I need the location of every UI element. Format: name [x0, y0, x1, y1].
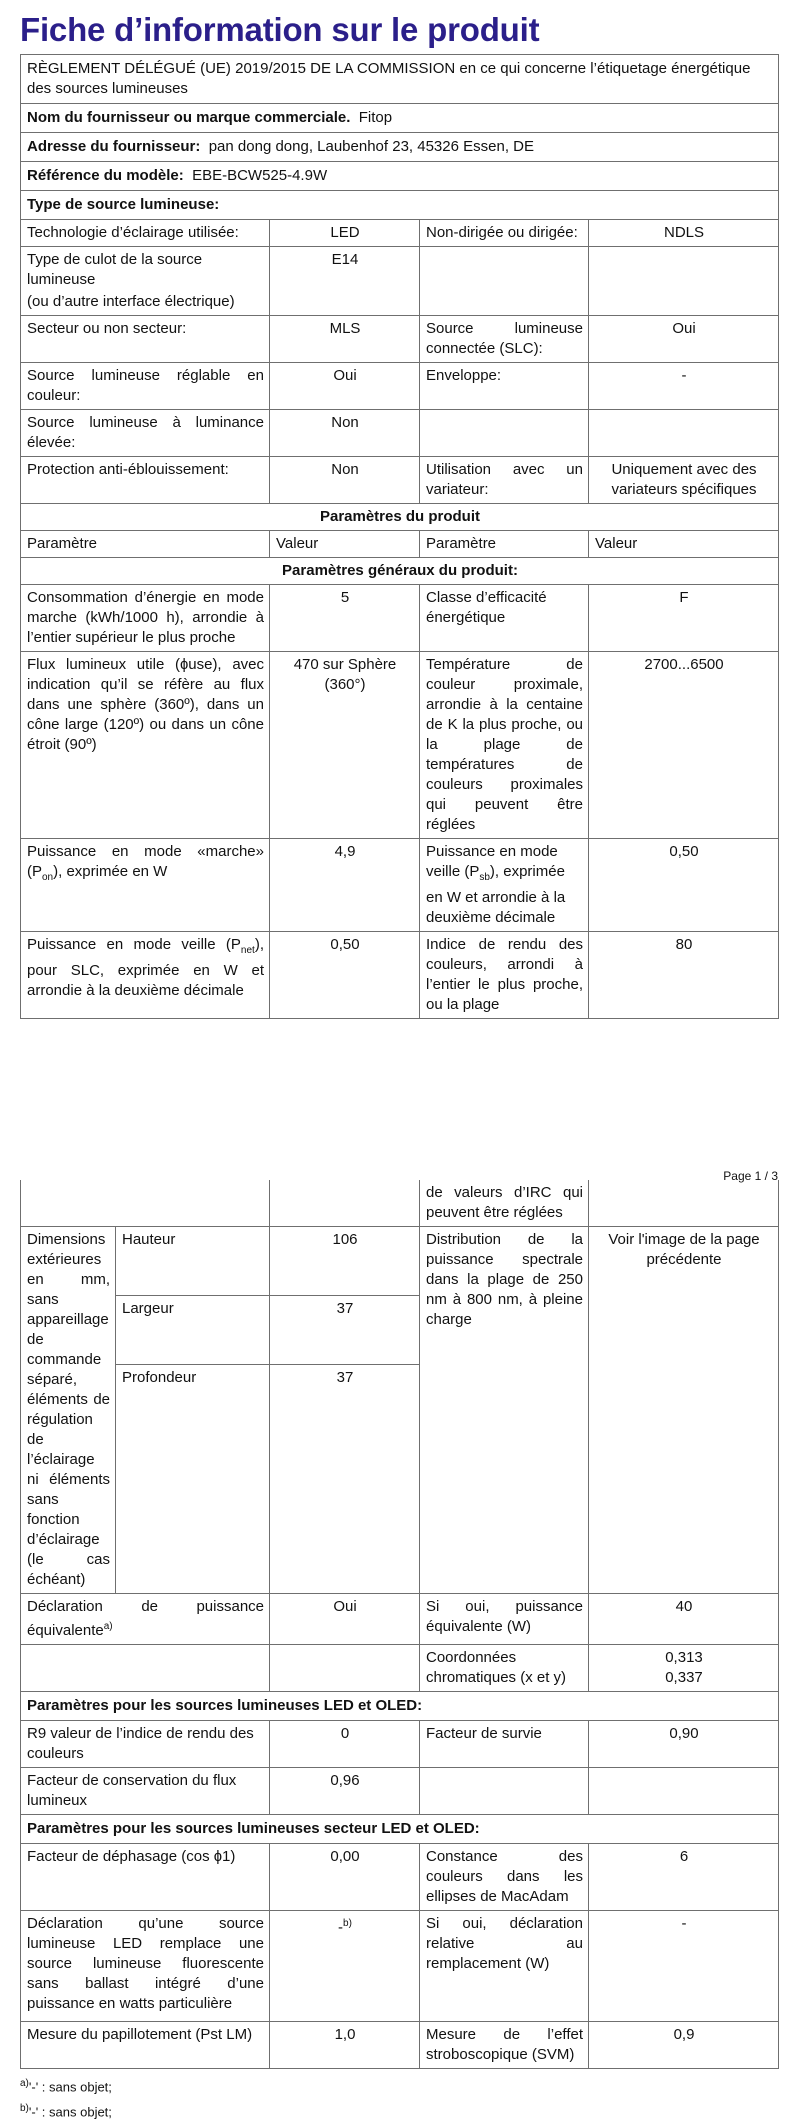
info-table-page2 [20, 1180, 779, 2069]
model-row [21, 162, 779, 191]
psb-label: Puissance en mode veille $(P_{sb})$, exprimée en W et arrondie à la deuxième décimale [420, 839, 589, 932]
empty-cell [589, 1180, 779, 1227]
luminance-value: Non [270, 410, 420, 457]
replace-power-label: Si oui, déclaration relative au remplacement (W) [420, 1911, 589, 2022]
equivalent-power-value: 40 [589, 1594, 779, 1645]
col-header-param: Paramètre [420, 531, 589, 558]
phase-label: Facteur de déphasage (cos ɸ1) [21, 1844, 270, 1911]
supplier-value: Fitop [358, 109, 393, 126]
empty-cell [21, 1180, 270, 1227]
slc-label: Source lumineuse connectée (SLC): [420, 316, 589, 363]
equivalent-decl-label: Déclaration de puissance équivalente$^{a)}$ [21, 1594, 270, 1645]
r9-value: 0 [270, 1721, 420, 1768]
chroma-x: 0,313 [665, 1649, 703, 1666]
model-value: EBE-BCW525-4.9W [192, 167, 328, 184]
macadam-label: Constance des couleurs dans les ellipses de MacAdam [420, 1844, 589, 1911]
dimmer-value: Uniquement avec des variateurs spécifiques [589, 457, 779, 504]
directional-label: Non-dirigée ou dirigée: [420, 220, 589, 247]
glare-value: Non [270, 457, 420, 504]
macadam-value: 6 [589, 1844, 779, 1911]
empty-cell [21, 1645, 270, 1692]
mains-label: Secteur ou non secteur: [21, 316, 270, 363]
cri-value: 80 [589, 932, 779, 1019]
empty-cell [420, 410, 589, 457]
class-label: Classe d’efficacité énergétique [420, 585, 589, 652]
consumption-label: Consommation d’énergie en mode marche (kWh/1000 h), arrondie à l’entier supérieur le plus proche [21, 585, 270, 652]
footnotes [20, 2073, 778, 2124]
cri-label: Indice de rendu des couleurs, arrondi à l’entier le plus proche, ou la plage [420, 932, 589, 1019]
col-header-param: Paramètre [21, 531, 270, 558]
spd-label: Distribution de la puissance spectrale dans la plage de 250 nm à 800 nm, à pleine charge [420, 1227, 589, 1594]
consumption-value: 5 [270, 585, 420, 652]
pon-value: 4,9 [270, 839, 420, 932]
directional-value: NDLS [589, 220, 779, 247]
replace-value: -$^{b)}$ [270, 1911, 420, 2022]
phase-value: 0,00 [270, 1844, 420, 1911]
address-value: pan dong dong, Laubenhof 23, 45326 Essen, DE [208, 138, 534, 155]
svm-value: 0,9 [589, 2022, 779, 2069]
supplier-row [21, 104, 779, 133]
cap-label-line2: (ou d’autre interface électrique) [27, 293, 235, 310]
colour-label: Source lumineuse réglable en couleur: [21, 363, 270, 410]
height-label: Hauteur [116, 1227, 270, 1296]
depth-label: Profondeur [116, 1365, 270, 1594]
maintenance-value: 0,96 [270, 1768, 420, 1815]
envelope-label: Enveloppe: [420, 363, 589, 410]
svm-label: Mesure de l’effet stroboscopique (SVM) [420, 2022, 589, 2069]
cap-label [21, 247, 270, 316]
empty-cell [589, 1768, 779, 1815]
chroma-y: 0,337 [665, 1669, 703, 1686]
chroma-label: Coordonnées chromatiques (x et y) [420, 1645, 589, 1692]
spd-value: Voir l'image de la page précédente [589, 1227, 779, 1594]
flux-label: Flux lumineux utile (ɸuse), avec indication qu’il se réfère au flux dans une sphère (360º), dans un cône large (120º) ou dans un cône étroit (90º) [21, 652, 270, 839]
mains-value: MLS [270, 316, 420, 363]
flicker-value: 1,0 [270, 2022, 420, 2069]
survival-label: Facteur de survie [420, 1721, 589, 1768]
luminance-label: Source lumineuse à luminance élevée: [21, 410, 270, 457]
cct-label: Température de couleur proximale, arrondie à la centaine de K la plus proche, ou la plage de températures de couleurs proximales qui peuvent être réglées [420, 652, 589, 839]
col-header-value: Valeur [270, 531, 420, 558]
led-header: Paramètres pour les sources lumineuses LED et OLED: [21, 1692, 779, 1721]
replace-power-value: - [589, 1911, 779, 2022]
cct-value: 2700...6500 [589, 652, 779, 839]
flicker-label: Mesure du papillotement (Pst LM) [21, 2022, 270, 2069]
tech-value: LED [270, 220, 420, 247]
glare-label: Protection anti-éblouissement: [21, 457, 270, 504]
mains-led-header: Paramètres pour les sources lumineuses secteur LED et OLED: [21, 1815, 779, 1844]
width-label: Largeur [116, 1296, 270, 1365]
model-label: Référence du modèle: [27, 167, 184, 184]
empty-cell [420, 247, 589, 316]
supplier-label: Nom du fournisseur ou marque commerciale. [27, 109, 351, 126]
cri-label-cont: de valeurs d’IRC qui peuvent être réglées [420, 1180, 589, 1227]
tech-label: Technologie d’éclairage utilisée: [21, 220, 270, 247]
empty-cell [270, 1645, 420, 1692]
r9-label: R9 valeur de l’indice de rendu des couleurs [21, 1721, 270, 1768]
regulation-text: RÈGLEMENT DÉLÉGUÉ (UE) 2019/2015 DE LA COMMISSION en ce qui concerne l’étiquetage énergétique des sources lumineuses [21, 55, 779, 104]
dimmer-label: Utilisation avec un variateur: [420, 457, 589, 504]
page-title: Fiche d’information sur le produit [20, 11, 540, 48]
replace-label: Déclaration qu’une source lumineuse LED remplace une source lumineuse fluorescente sans ballast intégré d’une puissance en watts particulière [21, 1911, 270, 2022]
equivalent-decl-value: Oui [270, 1594, 420, 1645]
height-value: 106 [270, 1227, 420, 1296]
info-table-page1 [20, 54, 779, 1019]
survival-value: 0,90 [589, 1721, 779, 1768]
flux-value: 470 sur Sphère (360°) [270, 652, 420, 839]
empty-cell [270, 1180, 420, 1227]
footnote-b: $^{b)}$'-' : sans objet; [20, 2103, 112, 2120]
psb-value: 0,50 [589, 839, 779, 932]
maintenance-label: Facteur de conservation du flux lumineux [21, 1768, 270, 1815]
product-sheet [20, 10, 778, 1019]
empty-cell [589, 410, 779, 457]
col-header-value: Valeur [589, 531, 779, 558]
address-label: Adresse du fournisseur: [27, 138, 201, 155]
pnet-label: Puissance en mode veille $(P_{net})$, pour SLC, exprimée en W et arrondie à la deuxième décimale [21, 932, 270, 1019]
empty-cell [420, 1768, 589, 1815]
envelope-value: - [589, 363, 779, 410]
depth-value: 37 [270, 1365, 420, 1594]
cap-value: E14 [270, 247, 420, 316]
footnote-a: $^{a)}$'-' : sans objet; [20, 2078, 112, 2095]
slc-value: Oui [589, 316, 779, 363]
pon-label: Puissance en mode «marche» $(P_{on})$, exprimée en W [21, 839, 270, 932]
colour-value: Oui [270, 363, 420, 410]
source-type-header: Type de source lumineuse: [21, 191, 779, 220]
cap-label-line1: Type de culot de la source lumineuse [27, 251, 203, 288]
empty-cell [589, 247, 779, 316]
page-number: Page 1 / 3 [723, 1169, 778, 1183]
pnet-value: 0,50 [270, 932, 420, 1019]
class-value: F [589, 585, 779, 652]
width-value: 37 [270, 1296, 420, 1365]
general-header: Paramètres généraux du produit: [21, 558, 779, 585]
address-row [21, 133, 779, 162]
chroma-value [589, 1645, 779, 1692]
info-table-page2-wrap [20, 1180, 778, 2124]
equivalent-power-label: Si oui, puissance équivalente (W) [420, 1594, 589, 1645]
params-header: Paramètres du produit [21, 504, 779, 531]
dimensions-label: Dimensions extérieures en mm, sans appareillage de commande séparé, éléments de régulation de l’éclairage ni éléments sans fonction d’éclairage (le cas échéant) [21, 1227, 116, 1594]
